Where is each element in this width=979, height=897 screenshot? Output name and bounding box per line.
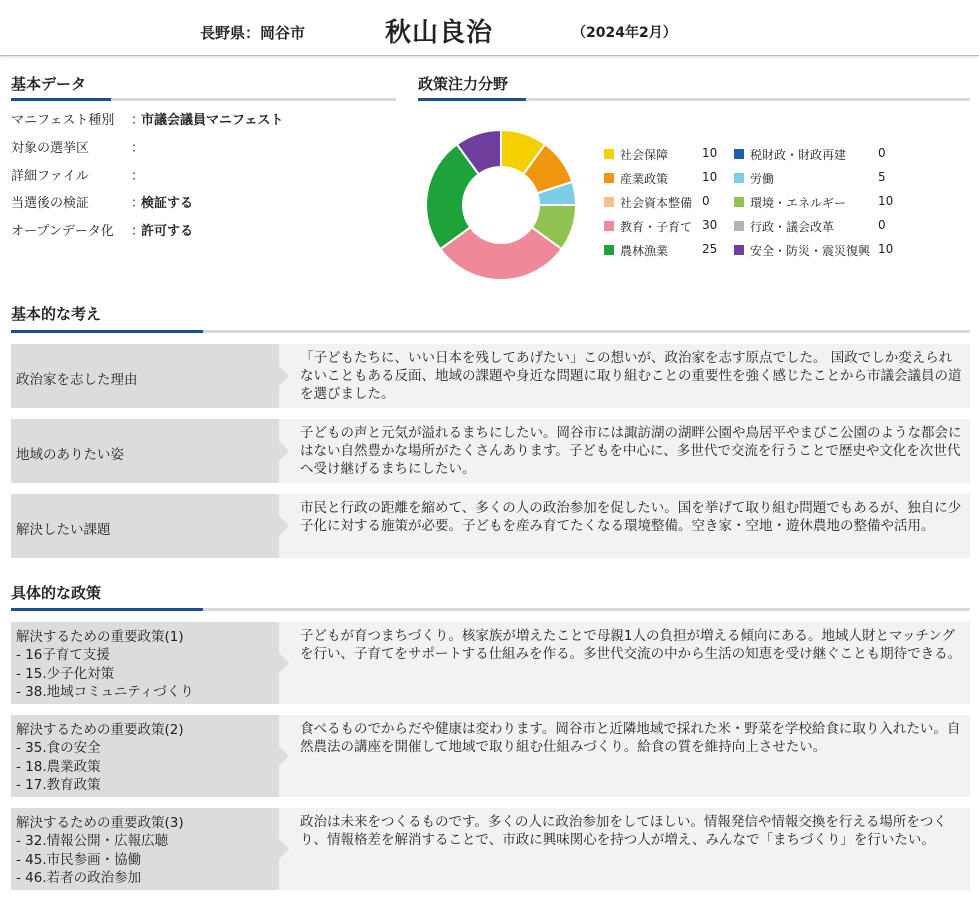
legend-swatch [604, 245, 614, 255]
legend-swatch [734, 149, 744, 159]
policy-label-block [16, 721, 184, 794]
policy-focus-underline [418, 98, 970, 101]
policy-label-block [16, 628, 194, 701]
policy-sub-item: - 45.市民参画・協働 [16, 851, 142, 868]
policy-sub-item: - 17.教育政策 [16, 776, 101, 793]
thought-label: 解決したい課題 [16, 522, 111, 538]
policy-sub-item: - 46.若者の政治参加 [16, 869, 142, 886]
thoughts-title: 基本的な考え [11, 305, 102, 323]
thought-text: 「子どもたちに、いい日本を残してあげたい」この想いが、政治家を志す原点でした。 国政でしか変えられないこともある反面、地域の課題や身近な問題に取り組むことの重要性を強く感じたことから市議会議員の道を選びました。 [300, 350, 962, 402]
legend-label: 社会保障 [620, 148, 669, 162]
candidate-name: 秋山良治 [385, 18, 494, 48]
thought-card-vision [11, 419, 970, 483]
legend-value: 0 [878, 218, 886, 232]
legend-swatch [604, 197, 614, 207]
policy-text: 食べるものでからだや健康は変わります。岡谷市と近隣地域で採れた米・野菜を学校給食に取り入れたい。自然農法の講座を開催して地域で取り組む仕組みづくり。給食の質を維持向上させたい。 [300, 721, 961, 755]
policy-card-2 [11, 715, 970, 797]
policy-donut-chart [421, 125, 581, 285]
policy-label-block [16, 814, 184, 887]
legend-value: 0 [702, 194, 710, 208]
basic-row-verification: 当選後の検証 ：検証する [11, 196, 194, 211]
legend-label: 農林漁業 [620, 244, 669, 258]
basic-row-open-data: オープンデータ化 ：許可する [11, 224, 194, 239]
policy-label: 解決するための重要政策(1) [16, 629, 184, 645]
legend-value: 10 [878, 242, 894, 256]
page-header [0, 0, 979, 56]
policy-sub-item: - 18.農業政策 [16, 758, 101, 775]
legend-value: 30 [702, 218, 718, 232]
policy-label: 解決するための重要政策(2) [16, 722, 184, 738]
legend-label: 環境・エネルギー [750, 196, 847, 210]
policy-focus-title: 政策注力分野 [418, 75, 509, 93]
legend-label: 社会資本整備 [620, 196, 693, 210]
policy-text: 政治は未来をつくるものです。多くの人に政治参加をしてほしい。情報発信や情報交換を行える場所をつくり、情報格差を解消することで、市政に興味関心を持つ人が増え、みんなで「まちづくり」を行いたい。 [300, 814, 947, 848]
policy-sub-item: - 16子育て支援 [16, 647, 110, 664]
legend-swatch [734, 173, 744, 183]
thought-card-issue [11, 494, 970, 558]
policy-label: 解決するための重要政策(3) [16, 815, 184, 831]
thought-label: 政治家を志した理由 [16, 372, 138, 388]
policy-card-1 [11, 622, 970, 704]
policies-title: 具体的な政策 [11, 584, 102, 602]
legend-label: 行政・議会改革 [750, 220, 835, 234]
thought-text: 市民と行政の距離を縮めて、多くの人の政治参加を促したい。国を挙げて取り組む問題でもあるが、独自に少子化に対する施策が必要。子どもを産み育てたくなる環境整備。空き家・空地・遊休農地の整備や活用。 [300, 500, 962, 534]
legend-value: 10 [878, 194, 894, 208]
legend-value: 25 [702, 242, 718, 256]
thought-label: 地域のありたい姿 [16, 447, 124, 463]
legend-value: 0 [878, 146, 886, 160]
legend-label: 教育・子育て [620, 220, 693, 234]
policy-sub-item: - 35.食の安全 [16, 740, 101, 757]
legend-swatch [604, 173, 614, 183]
legend-label: 安全・防災・震災復興 [750, 244, 871, 258]
policy-sub-item: - 32.情報公開・広報広聴 [16, 833, 169, 850]
basic-row-district: 対象の選挙区 ： [11, 141, 145, 156]
policy-sub-item: - 38.地域コミュニティづくり [16, 683, 194, 700]
basic-data-underline [11, 98, 396, 101]
legend-label: 産業政策 [620, 172, 669, 186]
prefecture-city: 長野県：岡谷市 [200, 24, 306, 42]
legend-label: 税財政・財政再建 [750, 148, 847, 162]
legend-value: 10 [702, 146, 718, 160]
policies-underline [11, 608, 970, 611]
legend-swatch [734, 245, 744, 255]
legend-value: 10 [702, 170, 718, 184]
policy-card-3 [11, 808, 970, 890]
basic-row-manifest-type: マニフェスト種別 ：市議会議員マニフェスト [11, 113, 284, 128]
basic-row-detail-file: 詳細ファイル ： [11, 169, 145, 184]
legend-swatch [604, 149, 614, 159]
legend-value: 5 [878, 170, 886, 184]
legend-swatch [734, 197, 744, 207]
thoughts-underline [11, 330, 970, 333]
thought-text: 子どもの声と元気が溢れるまちにしたい。岡谷市には諏訪湖の湖畔公園や鳥居平やまびこ公園のような都会にはない自然豊かな場所がたくさんあります。子どもを中心に、多世代で交流を行うことで歴史や文化を次世代へ受け継げるまちにしたい。 [300, 425, 962, 477]
policy-text: 子どもが育つまちづくり。核家族が増えたことで母親1人の負担が増える傾向にある。地域人財とマッチングを行い、子育てをサポートする仕組みを作る。多世代交流の中から生活の知恵を受け継ぐことも期待できる。 [300, 628, 962, 662]
legend-swatch [734, 221, 744, 231]
manifesto-date: （2024年2月） [572, 25, 677, 41]
basic-data-title: 基本データ [11, 75, 87, 93]
thought-card-reason [11, 344, 970, 408]
policy-sub-item: - 15.少子化対策 [16, 665, 115, 682]
legend-label: 労働 [750, 172, 775, 186]
legend-swatch [604, 221, 614, 231]
